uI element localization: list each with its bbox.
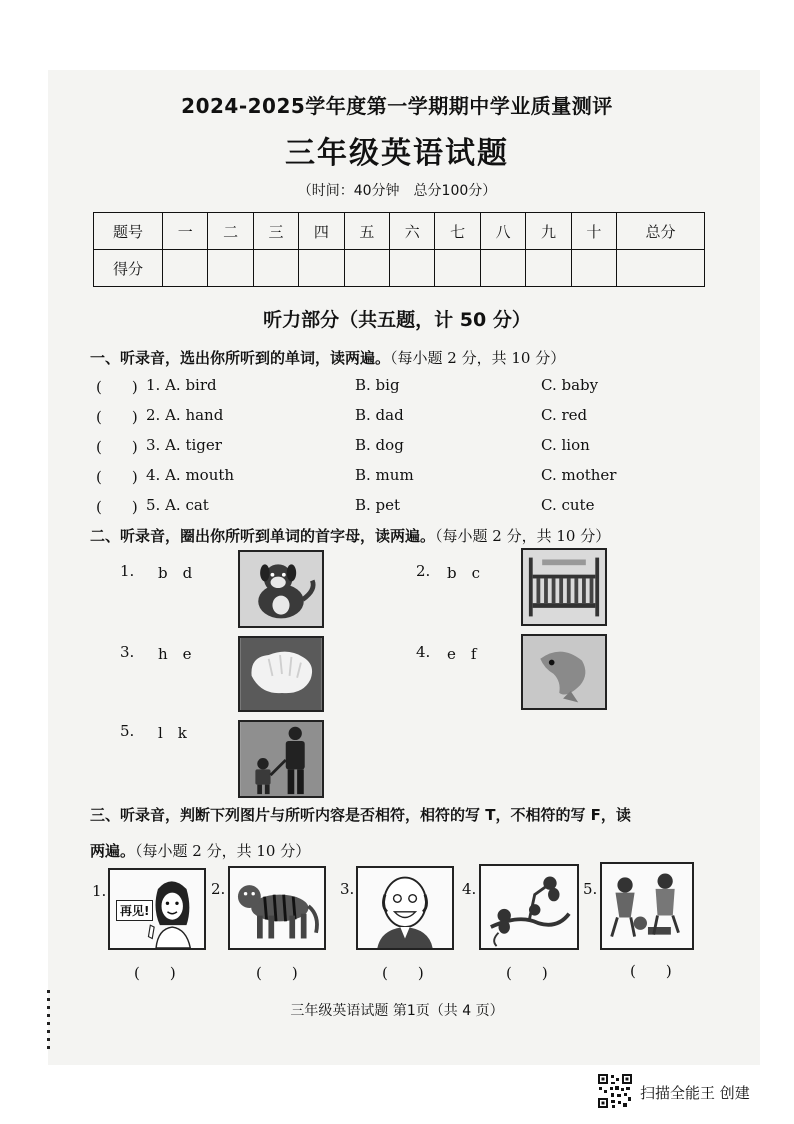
q1-option-a: 4. A. mouth: [146, 466, 235, 484]
score-cell: 六: [390, 213, 435, 250]
score-cell: 一: [163, 213, 208, 250]
tiger-icon: [228, 866, 326, 950]
q1-heading: [90, 347, 565, 368]
monkeys-tree-icon: [479, 864, 579, 950]
score-row-label: 得分: [94, 250, 163, 287]
q3-answer-paren[interactable]: ( ): [630, 962, 672, 980]
q2-item-number: 1.: [120, 562, 135, 580]
q1-option-b: B. mum: [355, 466, 414, 484]
q1-note: （每小题 2 分，共 10 分）: [390, 349, 566, 367]
score-table-score-row: [94, 250, 705, 287]
goodbye-speech-bubble: 再见!: [116, 900, 153, 921]
exam-title: 三年级英语试题: [285, 136, 509, 171]
dog-icon: [238, 550, 324, 628]
q1-option-a: 1. A. bird: [146, 376, 217, 394]
q1-option-c: C. mother: [541, 466, 617, 484]
exam-time-score: （时间：40分钟 总分100分）: [297, 183, 497, 199]
q2-heading-text: 二、听录音，圈出你所听到单词的首字母，读两遍。: [90, 527, 436, 545]
q2-item-number: 2.: [416, 562, 431, 580]
score-input-cell[interactable]: [526, 250, 571, 287]
kid-and-man-icon: [238, 720, 324, 798]
crib-icon: [521, 548, 607, 626]
q1-answer-paren[interactable]: ( ): [96, 468, 138, 486]
score-input-cell[interactable]: [299, 250, 344, 287]
q2-heading: [90, 525, 610, 546]
page-footer: 三年级英语试题 第1页（共 4 页）: [290, 1003, 504, 1019]
score-input-cell[interactable]: [480, 250, 525, 287]
q1-heading-text: 一、听录音，选出你所听到的单词，读两遍。: [90, 349, 391, 367]
q3-answer-paren[interactable]: ( ): [134, 964, 176, 982]
listening-section-title: 听力部分（共五题，计 50 分）: [263, 309, 531, 331]
q3-item-number: 3.: [340, 880, 355, 898]
score-cell: 八: [480, 213, 525, 250]
grandpa-icon: [356, 866, 454, 950]
q3-heading-continued: [90, 840, 310, 861]
score-cell: 四: [299, 213, 344, 250]
q3-note: （每小题 2 分，共 10 分）: [135, 842, 311, 860]
q3-answer-paren[interactable]: ( ): [506, 964, 548, 982]
q2-letter-choices[interactable]: b d: [158, 564, 193, 582]
q2-letter-choices[interactable]: h e: [158, 645, 192, 663]
q1-option-a: 5. A. cat: [146, 496, 209, 514]
q3-heading-text: 两遍。: [90, 842, 136, 860]
q1-answer-paren[interactable]: ( ): [96, 498, 138, 516]
q2-item-number: 4.: [416, 643, 431, 661]
score-input-cell[interactable]: [344, 250, 389, 287]
score-cell: 题号: [94, 213, 163, 250]
q2-item-number: 3.: [120, 643, 135, 661]
score-cell: 三: [253, 213, 298, 250]
q1-option-a: 2. A. hand: [146, 406, 224, 424]
q1-answer-paren[interactable]: ( ): [96, 378, 138, 396]
q1-option-c: C. baby: [541, 376, 599, 394]
q1-option-a: 3. A. tiger: [146, 436, 222, 454]
binding-dots: [47, 990, 50, 1050]
score-input-cell[interactable]: [435, 250, 480, 287]
score-input-cell[interactable]: [571, 250, 616, 287]
q2-letter-choices[interactable]: e f: [447, 645, 477, 663]
q2-note: （每小题 2 分，共 10 分）: [435, 527, 611, 545]
exam-period-title: 2024-2025学年度第一学期期中学业质量测评: [181, 94, 613, 118]
q1-option-b: B. big: [355, 376, 400, 394]
score-input-cell[interactable]: [163, 250, 208, 287]
score-input-cell[interactable]: [617, 250, 705, 287]
q3-answer-paren[interactable]: ( ): [256, 964, 298, 982]
score-input-cell[interactable]: [253, 250, 298, 287]
fish-icon: [521, 634, 607, 710]
q3-item-number: 5.: [583, 880, 598, 898]
q1-answer-paren[interactable]: ( ): [96, 408, 138, 426]
q1-option-c: C. cute: [541, 496, 595, 514]
score-table: [93, 212, 705, 287]
score-cell: 七: [435, 213, 480, 250]
score-input-cell[interactable]: [208, 250, 253, 287]
q1-option-c: C. red: [541, 406, 588, 424]
score-cell: 二: [208, 213, 253, 250]
q3-heading: 三、听录音，判断下列图片与所听内容是否相符，相符的写 T，不相符的写 F，读: [90, 806, 631, 824]
score-cell: 十: [571, 213, 616, 250]
q2-letter-choices[interactable]: b c: [447, 564, 481, 582]
q3-answer-paren[interactable]: ( ): [382, 964, 424, 982]
hand-icon: [238, 636, 324, 712]
q1-option-b: B. dog: [355, 436, 404, 454]
score-input-cell[interactable]: [390, 250, 435, 287]
score-cell: 五: [344, 213, 389, 250]
q2-item-number: 5.: [120, 722, 135, 740]
q1-option-b: B. dad: [355, 406, 404, 424]
q2-letter-choices[interactable]: l k: [158, 724, 187, 742]
q3-item-number: 2.: [211, 880, 226, 898]
q1-option-b: B. pet: [355, 496, 401, 514]
children-playing-icon: [600, 862, 694, 950]
score-table-header-row: [94, 213, 705, 250]
score-cell: 总分: [617, 213, 705, 250]
scanner-watermark: 扫描全能王 创建: [640, 1084, 750, 1102]
qr-code-icon[interactable]: [597, 1073, 633, 1109]
score-cell: 九: [526, 213, 571, 250]
q3-item-number: 4.: [462, 880, 477, 898]
q3-item-number: 1.: [92, 882, 107, 900]
q1-option-c: C. lion: [541, 436, 590, 454]
q1-answer-paren[interactable]: ( ): [96, 438, 138, 456]
